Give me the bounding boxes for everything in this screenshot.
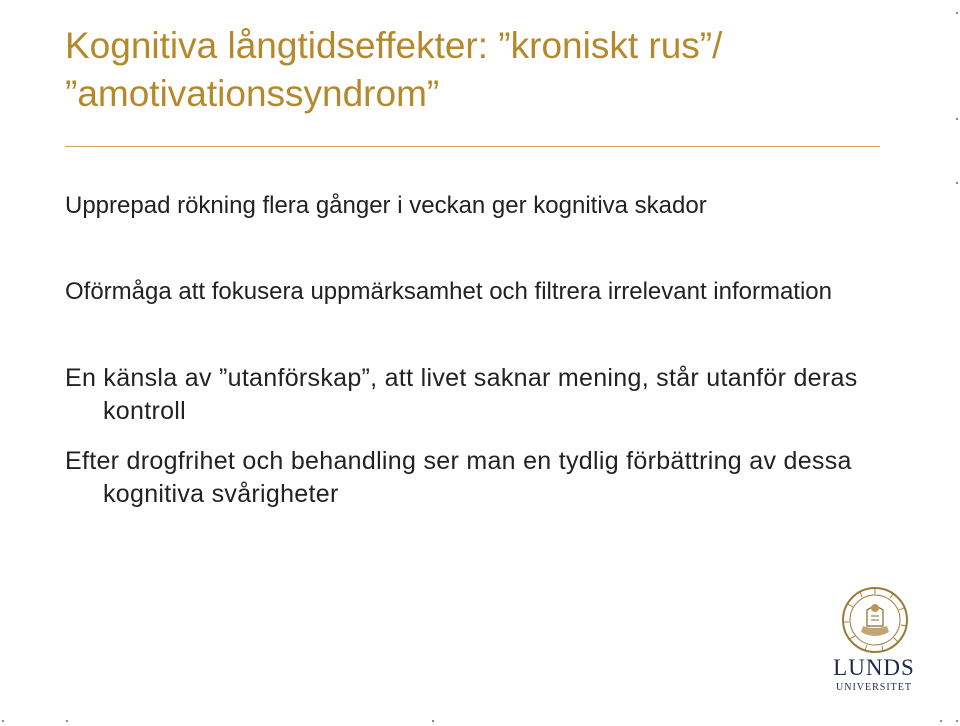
corner-mark [432, 720, 434, 722]
bullet-item: Efter drogfrihet och behandling ser man en tydlig förbättring av dessa kognitiva svårigheter [65, 447, 852, 508]
bullet-item: Upprepad rökning flera gånger i veckan ger kognitiva skador [65, 192, 707, 219]
corner-mark [956, 118, 958, 120]
lunds-universitet-logo [828, 586, 920, 694]
corner-mark [2, 720, 4, 722]
corner-mark [940, 720, 942, 722]
logo-subtitle: UNIVERSITET [836, 682, 912, 693]
title-divider [65, 146, 880, 147]
corner-mark [66, 720, 68, 722]
corner-mark [956, 182, 958, 184]
corner-mark [956, 12, 958, 14]
bullet-item: Oförmåga att fokusera uppmärksamhet och filtrera irrelevant information [65, 278, 833, 305]
logo-wordmark: LUNDS [833, 655, 915, 680]
university-seal-icon [841, 586, 909, 654]
corner-mark [956, 720, 958, 722]
bullet-item: En känsla av ”utanförskap”, att livet saknar mening, står utanför deras kontroll [65, 364, 858, 425]
slide-title: Kognitiva långtidseffekter: ”kroniskt rus”/ ”amotivationssyndrom” [65, 25, 723, 114]
